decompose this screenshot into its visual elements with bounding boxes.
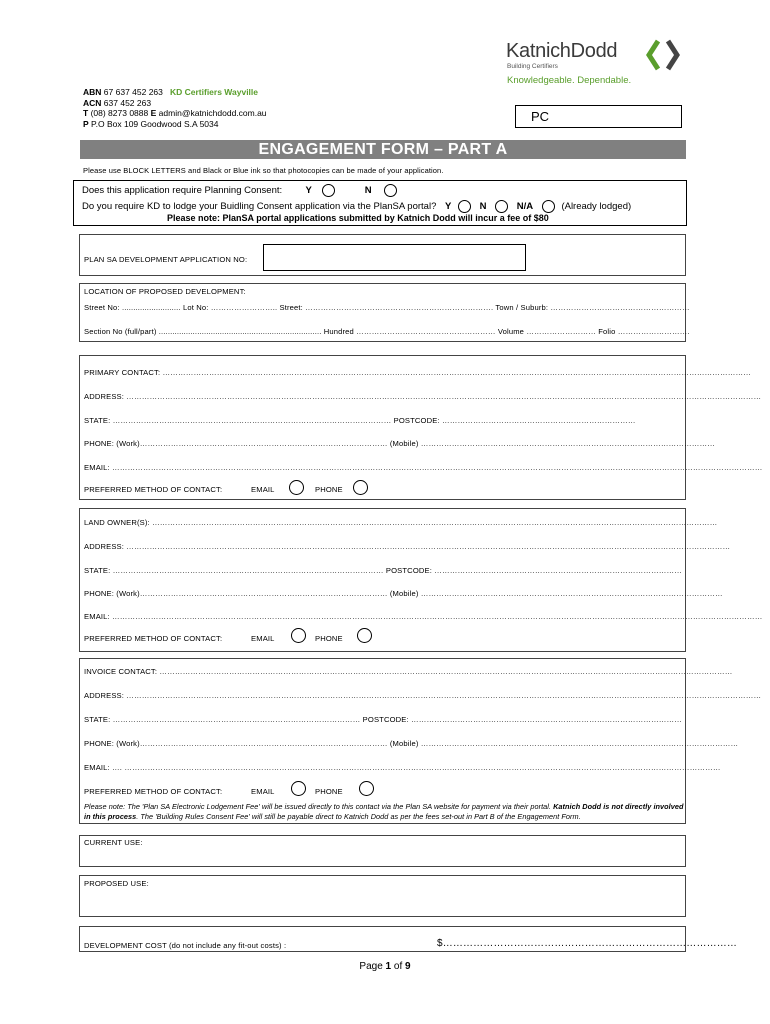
primary-phone-option: PHONE bbox=[315, 485, 343, 494]
invoice-phone-option: PHONE bbox=[315, 787, 343, 796]
page-prefix: Page bbox=[359, 961, 383, 972]
already-lodged-text: (Already lodged) bbox=[561, 201, 632, 213]
logo-name: KatnichDodd bbox=[506, 40, 618, 62]
land-owner-field[interactable]: LAND OWNER(S): ………………………………………………………………………………………………………………………………………………………………………………………………… bbox=[84, 518, 718, 527]
pc-label: PC bbox=[531, 109, 550, 124]
invoice-note bbox=[84, 802, 684, 822]
abn-label: ABN bbox=[83, 87, 102, 97]
instruction-text: Please use BLOCK LETTERS and Black or Blue ink so that photocopies can be made of your application. bbox=[83, 166, 444, 175]
email-label: E bbox=[150, 108, 157, 118]
kd-wayville: KD Certifiers Wayville bbox=[169, 87, 259, 97]
lodge-y-label: Y bbox=[445, 201, 452, 213]
primary-email-field[interactable]: EMAIL: ……………………………………………………………………………………………………………………………………………………………………………………………………………………………… bbox=[84, 463, 763, 472]
lodge-n-label: N bbox=[479, 201, 487, 213]
lodge-na-radio[interactable] bbox=[542, 200, 555, 213]
email-value: admin@katnichdodd.com.au bbox=[158, 108, 267, 118]
invoice-pref-label: PREFERRED METHOD OF CONTACT: bbox=[84, 787, 223, 796]
invoice-email-radio[interactable] bbox=[291, 781, 306, 796]
postal-value: P.O Box 109 Goodwood S.A 5034 bbox=[91, 118, 219, 129]
land-phone-option: PHONE bbox=[315, 634, 343, 643]
planning-consent-row bbox=[82, 184, 397, 197]
pc-box[interactable] bbox=[515, 105, 682, 128]
logo-subtitle: Building Certifiers bbox=[507, 63, 558, 70]
land-phone-field[interactable]: PHONE: (Work)…………………………………………………………………………………… (Mobile) ……………………………………………………………………………………………………… bbox=[84, 589, 723, 598]
invoice-state-field[interactable]: STATE: …………………………………………………………………………………… POSTCODE: …………………………………………………………………………………………… bbox=[84, 715, 683, 724]
land-email-field[interactable]: EMAIL: ……………………………………………………………………………………………………………………………………………………………………………………………………………………………… bbox=[84, 612, 763, 621]
primary-email-radio[interactable] bbox=[289, 480, 304, 495]
primary-phone-field[interactable]: PHONE: (Work)…………………………………………………………………………………… (Mobile) …………………………………………………………………………………………………… bbox=[84, 439, 716, 448]
land-email-option: EMAIL bbox=[251, 634, 275, 643]
plan-sa-app-no-input[interactable] bbox=[263, 244, 526, 271]
location-line-2[interactable]: Section No (full/part) ........................................................................ Hundred ……………………………………………… Volume ……………………… Folio ………………………. bbox=[84, 327, 690, 336]
plansa-lodge-question: Do you require KD to lodge your Buidling Consent application via the PlanSA portal? bbox=[82, 201, 437, 213]
logo-tagline: Knowledgeable. Dependable. bbox=[507, 75, 632, 86]
invoice-note-part-a: Please note: The 'Plan SA Electronic Lodgement Fee' will be issued directly to this contact via the Plan SA website for payment via their portal. bbox=[84, 802, 554, 811]
invoice-contact-field[interactable]: INVOICE CONTACT: …………………………………………………………………………………………………………………………………………………………………………………………………… bbox=[84, 667, 733, 676]
invoice-note-part-b: Katnich Dodd is not directly involved in this process bbox=[84, 802, 684, 821]
planning-consent-no-radio[interactable] bbox=[384, 184, 397, 197]
acn-label: ACN bbox=[83, 97, 102, 108]
land-phone-radio[interactable] bbox=[357, 628, 372, 643]
primary-pref-label: PREFERRED METHOD OF CONTACT: bbox=[84, 485, 223, 494]
lodge-na-label: N/A bbox=[516, 201, 534, 213]
form-title: ENGAGEMENT FORM – PART A bbox=[80, 140, 686, 159]
invoice-email-option: EMAIL bbox=[251, 787, 275, 796]
primary-email-option: EMAIL bbox=[251, 485, 275, 494]
land-email-radio[interactable] bbox=[291, 628, 306, 643]
planning-consent-question: Does this application require Planning Consent: bbox=[82, 185, 283, 197]
primary-address-field[interactable]: ADDRESS: ………………………………………………………………………………………………………………………………………………………………………………………………………………………… bbox=[84, 392, 762, 401]
land-state-field[interactable]: STATE: …………………………………………………………………………………………… POSTCODE: …………………………………………………………………………………… bbox=[84, 566, 683, 575]
planning-n-label: N bbox=[364, 185, 372, 197]
planning-y-label: Y bbox=[305, 185, 312, 197]
invoice-email-field[interactable]: EMAIL: …. …………………………………………………………………………………………………………………………………………………………………………………………………………… bbox=[84, 763, 721, 772]
land-owner-section bbox=[79, 508, 763, 652]
invoice-note-part-c: . The 'Building Rules Consent Fee' will still be payable direct to Katnich Dodd as per the fees set-out in Part B of the Engagement Form. bbox=[136, 812, 581, 821]
page-total: 9 bbox=[405, 961, 411, 972]
page-current: 1 bbox=[385, 961, 392, 972]
invoice-phone-field[interactable]: PHONE: (Work)…………………………………………………………………………………… (Mobile) …………………………………………………………………………………………………………… bbox=[84, 739, 739, 748]
development-cost-field[interactable]: $…………………………………………………………………………… bbox=[437, 938, 738, 949]
company-details bbox=[83, 87, 267, 129]
location-line-1[interactable]: Street No: .......................... Lot No: …………………….. Street: ………………………………………………………………. Town / Suburb: ……………………………………………… bbox=[84, 303, 690, 312]
abn-value: 67 637 452 263 bbox=[103, 87, 163, 97]
primary-phone-radio[interactable] bbox=[353, 480, 368, 495]
logo-chevron-icon bbox=[646, 38, 682, 72]
postal-label: P bbox=[83, 118, 89, 129]
location-title: LOCATION OF PROPOSED DEVELOPMENT: bbox=[84, 287, 246, 296]
proposed-use-label: PROPOSED USE: bbox=[84, 879, 149, 888]
page-number bbox=[0, 961, 770, 972]
phone-value: (08) 8273 0888 bbox=[90, 108, 149, 118]
acn-value: 637 452 263 bbox=[103, 97, 152, 108]
plansa-lodge-row bbox=[82, 200, 631, 213]
land-address-field[interactable]: ADDRESS: ……………………………………………………………………………………………………………………………………………………………………………………………………………… bbox=[84, 542, 731, 551]
lodge-yes-radio[interactable] bbox=[458, 200, 471, 213]
land-pref-label: PREFERRED METHOD OF CONTACT: bbox=[84, 634, 223, 643]
lodge-no-radio[interactable] bbox=[495, 200, 508, 213]
invoice-address-field[interactable]: ADDRESS: ………………………………………………………………………………………………………………………………………………………………………………………………………………………… bbox=[84, 691, 762, 700]
proposed-use-field[interactable] bbox=[79, 875, 686, 917]
current-use-label: CURRENT USE: bbox=[84, 838, 143, 847]
plansa-fee-note: Please note: PlanSA portal applications submitted by Katnich Dodd will incur a fee of $80 bbox=[167, 213, 549, 223]
company-logo bbox=[506, 38, 686, 88]
development-cost-label: DEVELOPMENT COST (do not include any fit-out costs) : bbox=[84, 941, 287, 950]
invoice-phone-radio[interactable] bbox=[359, 781, 374, 796]
planning-consent-yes-radio[interactable] bbox=[322, 184, 335, 197]
current-use-field[interactable] bbox=[79, 835, 686, 867]
phone-label: T bbox=[83, 108, 89, 118]
page-of: of bbox=[393, 961, 403, 972]
primary-contact-field[interactable]: PRIMARY CONTACT: ………………………………………………………………………………………………………………………………………………………………………………………………………… bbox=[84, 368, 752, 377]
plan-sa-label: PLAN SA DEVELOPMENT APPLICATION NO: bbox=[84, 255, 248, 264]
primary-state-field[interactable]: STATE: ……………………………………………………………………………………………… POSTCODE: ………………………………………………………………… bbox=[84, 416, 636, 425]
